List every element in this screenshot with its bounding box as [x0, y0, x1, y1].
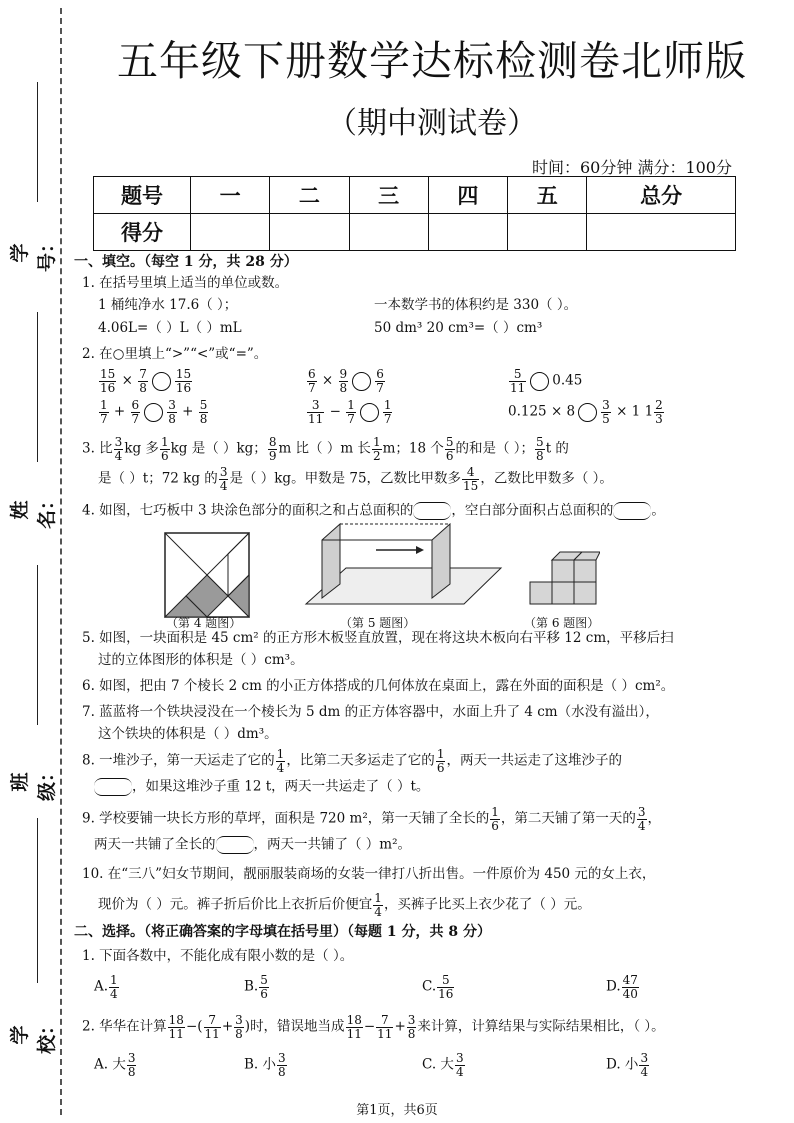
fraction: $\frac{6}{7}$ — [308, 367, 316, 395]
class-line[interactable] — [37, 565, 38, 725]
student-id-line[interactable] — [37, 82, 38, 202]
compare-circle[interactable] — [352, 372, 371, 391]
score-table-score-row — [94, 214, 736, 251]
s2-q1-option-c[interactable]: C. $\frac{5}{16}$ — [422, 973, 454, 1001]
score-cell[interactable] — [428, 214, 507, 251]
fraction: $\frac{1}{7}$ — [383, 398, 392, 426]
fraction: $\frac{5}{8}$ — [199, 398, 208, 426]
page-title: 五年级下册数学达标检测卷北师版 — [117, 37, 747, 85]
tangram-figure — [164, 532, 250, 618]
score-header-cell: 一 — [191, 177, 270, 214]
answer-blank[interactable] — [613, 502, 651, 520]
q1-a: 1 桶纯净水 17.6（ ）； — [98, 297, 238, 313]
q2-r1c3 — [508, 368, 582, 394]
q4-text: 4. 如图，七巧板中 3 块涂色部分的面积之和占总面积的 ，空白部分面积占总面积的 。 — [82, 502, 665, 519]
q9-line2: 两天一共铺了全长的 ，两天一共铺了（ ）m²。 — [94, 836, 412, 853]
fig4-caption: （第 4 题图） — [166, 616, 242, 630]
fraction: $\frac{1}{7}$ — [347, 398, 355, 426]
score-header-cell: 题号 — [94, 177, 191, 214]
q1-stem: 1. 在括号里填上适当的单位或数。 — [82, 275, 289, 291]
q1-b: 一本数学书的体积约是 330（ ）。 — [374, 297, 578, 313]
score-row-label: 得分 — [94, 214, 191, 251]
compare-circle[interactable] — [152, 372, 171, 391]
q9-line1: 9. 学校要铺一块长方形的草坪，面积是 720 m²，第一天铺了全长的 $\frac{1}{6}$ ，第二天铺了第一天的 $\frac{3}{4}$ ， — [82, 805, 662, 833]
s2-q2-stem: 2. 华华在计算 $\frac{18}{11}$ −( $\frac{7}{11}$ + $\frac{3}{8}$ )时，错误地当成 $\frac{18}{11}$ − $\frac{7}{11}$ + $\frac{3}{8}$ 来计算，计算结果与实际结果相比，（ ）。 — [82, 1013, 665, 1041]
compare-circle[interactable] — [578, 403, 597, 422]
fraction: $\frac{3}{8}$ — [168, 398, 176, 426]
class-label: 班级： — [9, 763, 58, 802]
q5-line2: 过的立体图形的体积是（ ）cm³。 — [98, 652, 304, 668]
fraction: $\frac{3}{5}$ — [602, 398, 610, 426]
student-id-label: 学号： — [9, 234, 58, 273]
compare-circle[interactable] — [360, 403, 379, 422]
q6-text: 6. 如图，把由 7 个棱长 2 cm 的小正方体搭成的几何体放在桌面上，露在外面的面积是（ ）cm²。 — [82, 678, 675, 694]
q1-d: 50 dm³ 20 cm³=（ ）cm³ — [374, 320, 543, 336]
q8-line2: ，如果这堆沙子重 12 t，两天一共运走了（ ）t。 — [94, 778, 429, 796]
q2-r1c1: $\frac{15}{16}$ × $\frac{7}{8}$ $\frac{15}{16}$ — [100, 367, 192, 395]
name-line[interactable] — [37, 312, 38, 462]
q3-line1: 3. 比 $\frac{3}{4}$ kg 多 $\frac{1}{6}$ kg 是（ ）kg； $\frac{8}{9}$ m 比（ ）m 长 $\frac{1}{2}$ m；18 个 $\frac{5}{6}$ 的和是（ ）； $\frac{5}{8}$ t 的 — [82, 435, 569, 463]
fraction: $\frac{6}{7}$ — [131, 398, 140, 426]
fraction: $\frac{5}{11}$ — [510, 367, 526, 395]
q2-stem: 2. 在○里填上“>”“<”或“=”。 — [82, 346, 268, 362]
q3-line2: 是（ ）t；72 kg 的 $\frac{3}{4}$ 是（ ）kg。甲数是 75，乙数比甲数多 $\frac{4}{15}$ ，乙数比甲数多（ ）。 — [98, 465, 613, 493]
s2-q2-option-a[interactable]: A. 大 $\frac{3}{8}$ — [94, 1051, 136, 1079]
school-label: 学校： — [9, 1016, 58, 1055]
q10-line2: 现价为（ ）元。裤子折后价比上衣折后价便宜 $\frac{1}{4}$ ，买裤子比买上衣少花了（ ）元。 — [98, 891, 591, 919]
binding-dashed-line — [60, 8, 62, 1115]
page-subtitle: （期中测试卷） — [327, 106, 537, 141]
s2-q1-option-a[interactable]: A. $\frac{1}{4}$ — [94, 973, 118, 1001]
cube — [552, 560, 574, 582]
s2-q2-option-c[interactable]: C. 大 $\frac{3}{4}$ — [422, 1051, 464, 1079]
school-line[interactable] — [37, 818, 38, 983]
score-cell[interactable] — [191, 214, 270, 251]
fraction: $\frac{6}{7}$ — [376, 367, 384, 395]
score-header-cell: 四 — [428, 177, 507, 214]
score-table — [93, 176, 736, 251]
score-cell[interactable] — [270, 214, 349, 251]
score-header-cell: 二 — [270, 177, 349, 214]
q2-r2c1: $\frac{1}{7}$ + $\frac{6}{7}$ $\frac{3}{8}$ + $\frac{5}{8}$ — [100, 398, 208, 426]
section2-heading: 二、选择。（将正确答案的字母填在括号里）（每题 1 分，共 8 分） — [74, 924, 491, 940]
s2-q1-option-b[interactable]: B. $\frac{5}{6}$ — [244, 973, 268, 1001]
cube — [574, 560, 596, 582]
q5-line1: 5. 如图，一块面积是 45 cm² 的正方形木板竖直放置，现在将这块木板向右平移 12 cm，平移后扫 — [82, 630, 674, 646]
cube-stack-figure — [526, 544, 600, 608]
fig5-caption: （第 5 题图） — [340, 616, 416, 630]
fraction: $\frac{15}{16}$ — [100, 367, 116, 395]
score-header-cell: 总分 — [587, 177, 736, 214]
section1-heading: 一、填空。（每空 1 分，共 28 分） — [74, 254, 298, 270]
fraction: $\frac{15}{16}$ — [175, 367, 192, 395]
q2-r2c3: 0.125 × 8 $\frac{3}{5}$ × 1 1 $\frac{2}{3}$ — [508, 398, 663, 426]
score-cell[interactable] — [349, 214, 428, 251]
q7-line2: 这个铁块的体积是（ ）dm³。 — [98, 726, 278, 742]
move-arrow-head — [416, 546, 424, 554]
cube — [552, 582, 574, 604]
score-cell[interactable] — [508, 214, 587, 251]
s2-q2-option-b[interactable]: B. 小 $\frac{3}{8}$ — [244, 1051, 286, 1079]
page-footer: 第1页，共6页 — [356, 1103, 438, 1118]
time-info: 时间：60分钟 满分：100分 — [532, 158, 732, 177]
name-label: 姓名： — [9, 491, 58, 530]
score-header-cell: 五 — [508, 177, 587, 214]
s2-q2-option-d[interactable]: D. 小 $\frac{3}{4}$ — [606, 1051, 649, 1079]
fraction: $\frac{3}{11}$ — [308, 398, 324, 426]
score-table-header-row — [94, 177, 736, 214]
q1-c: 4.06L=（ ）L（ ）mL — [98, 320, 242, 336]
q7-line1: 7. 蓝蓝将一个铁块浸没在一个棱长为 5 dm 的正方体容器中，水面上升了 4 cm（水没有溢出）， — [82, 704, 659, 720]
compare-circle[interactable] — [530, 372, 549, 391]
s2-q1-option-d[interactable]: D. $\frac{47}{40}$ — [606, 973, 638, 1001]
q2-expr: × 1 — [616, 403, 641, 420]
fraction: $\frac{2}{3}$ — [655, 398, 663, 426]
s2-q1-stem: 1. 下面各数中，不能化成有限小数的是（ ）。 — [82, 948, 354, 964]
score-header-cell: 三 — [349, 177, 428, 214]
q2-expr: 0.125 × 8 — [508, 403, 576, 420]
answer-blank[interactable] — [216, 836, 254, 854]
q2-value: 0.45 — [552, 372, 583, 389]
score-cell[interactable] — [587, 214, 736, 251]
answer-blank[interactable] — [94, 778, 132, 796]
fig6-caption: （第 6 题图） — [524, 616, 600, 630]
compare-circle[interactable] — [144, 403, 163, 422]
board-translation-figure — [286, 518, 506, 614]
q2-r2c2: $\frac{3}{11}$ − $\frac{1}{7}$ $\frac{1}{7}$ — [308, 398, 392, 426]
cube — [530, 582, 552, 604]
fraction: $\frac{1}{7}$ — [100, 398, 108, 426]
q8-line1: 8. 一堆沙子，第一天运走了它的 $\frac{1}{4}$ ，比第二天多运走了它的 $\frac{1}{6}$ ，两天一共运走了这堆沙子的 — [82, 747, 622, 775]
q2-r1c2: $\frac{6}{7}$ × $\frac{9}{8}$ $\frac{6}{7}$ — [308, 367, 384, 395]
fraction: $\frac{9}{8}$ — [339, 367, 348, 395]
q10-line1: 10. 在“三八”妇女节期间，靓丽服装商场的女装一律打八折出售。一件原价为 450 元的女上衣， — [82, 866, 656, 882]
fraction: $\frac{7}{8}$ — [139, 367, 147, 395]
cube — [574, 582, 596, 604]
